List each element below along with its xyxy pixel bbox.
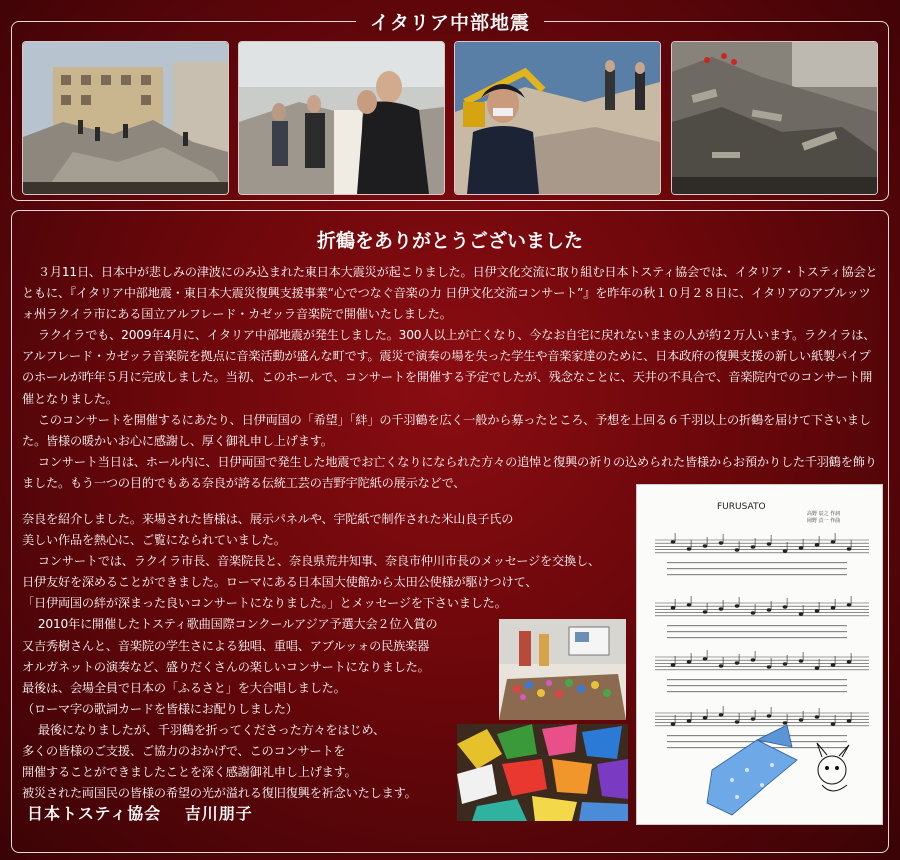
text-line: 最後になりましたが、千羽鶴を折ってくださった方々をはじめ、 <box>37 722 386 737</box>
text-line: 奈良を紹介しました。来場された皆様は、展示パネルや、宇陀紙で制作された米山良子氏の <box>22 512 514 526</box>
text-line: 美しい作品を熱心に、ご覧になられていました。 <box>22 533 286 548</box>
sheet-music-furusato <box>636 484 883 825</box>
article-title: 折鶴をありがとうございました <box>316 230 583 252</box>
text-line: 日伊友好を深めることができました。ローマにある日本国大使館から太田公使様が駆けつけて、 <box>22 575 538 590</box>
paragraph: ラクイラでも、2009年4月に、イタリア中部地震が発生しました。300人以上が亡くなり、今なお自宅に戻れないままの人が約２万人います。ラクイラは、アルフレード・カゼッラ音楽院を拠点に音楽活動が盛んな町です。震災で演奏の場を失った学生や音楽家達のために、日本政府の復興支援の新しい紙製パイプのホールが昨年５月に完成しました。当初、このホールで、コンサートを開催する予定でしたが、残念なことに、天井の不具合で、音楽院内でのコンサート開催となりました。 <box>22 328 876 406</box>
article-body-full <box>22 262 878 494</box>
paragraph: このコンサートを開催するにあたり、日伊両国の「希望」「絆」の千羽鶴を広く一般から募ったところ、予想を上回る６千羽以上の折鶴を届けて下さいました。皆様の暖かいお心に感謝し、厚く御礼申し上げます。 <box>22 412 871 448</box>
photo-collapsed-building <box>22 41 229 195</box>
text-line: 多くの皆様のご支援、ご協力のおかげで、このコンサートを <box>22 744 346 759</box>
text-line: （ローマ字の歌詞カードを皆様にお配りしました） <box>22 701 298 716</box>
text-line: 又吉秀樹さんと、音楽院の学生さによる独唱、重唱、アブルッォの民族楽器 <box>22 638 430 653</box>
sheet-credit: 高野 辰之 作詞 <box>807 511 841 517</box>
paragraph: ３月11日、日本中が悲しみの津波にのみ込まれた東日本大震災が起こりました。日伊文化交流に取り組む日本トスティ協会では、イタリア・トスティ協会とともに、『イタリア中部地震・東日本大震災復興支援事業“心でつなぐ音楽の力 日伊文化交流コンサート”』を昨年の秋１０月２８日に、イタリアのアブルッツォ州ラクイラ市にある国立アルフレード・カゼッラ音楽院で開催いたしました。 <box>22 265 878 322</box>
text-line: 「日伊両国の絆が深まった良いコンサートになりました。」とメッセージを下さいました。 <box>22 596 507 611</box>
text-line: コンサートでは、ラクイラ市長、音楽院長と、奈良県荒井知事、奈良市仲川市長のメッセージを交換し、 <box>37 554 600 569</box>
sheet-title: FURUSATO <box>717 502 766 512</box>
earthquake-title: イタリア中部地震 <box>356 8 544 35</box>
photo-crane-display <box>499 619 626 720</box>
photo-rescuer-excavator <box>454 41 661 195</box>
signature: 日本トスティ協会 吉川朋子 <box>27 804 253 823</box>
text-line: 最後は、会場全員で日本の「ふるさと」を大合唱しました。 <box>22 680 346 695</box>
sheet-credit: 岡野 貞一 作曲 <box>807 518 841 524</box>
text-line: 被災された両国民の皆様の希望の光が溢れる復旧復興を祈念いたします。 <box>22 786 417 801</box>
photo-rubble-aerial <box>671 41 878 195</box>
photo-people-embracing <box>238 41 445 195</box>
photo-paper-cranes <box>457 724 628 821</box>
text-line: 2010年に開催したトスティ歌曲国際コンクールアジア予選大会２位入賞の <box>37 617 438 632</box>
text-line: オルガネットの演奏など、盛りだくさんの楽しいコンサートになりました。 <box>22 659 430 674</box>
text-line: 開催することができましたことを深く感謝御礼申し上げます。 <box>22 765 357 780</box>
paragraph: コンサート当日は、ホール内に、日伊両国で発生した地震でお亡くなりになられた方々の追悼と復興の祈りの込められた皆様からお預かりした千羽鶴を飾りました。もう一つの目的でもある奈良が誇る伝統工芸の吉野宇陀紙の展示などで、 <box>22 454 877 490</box>
